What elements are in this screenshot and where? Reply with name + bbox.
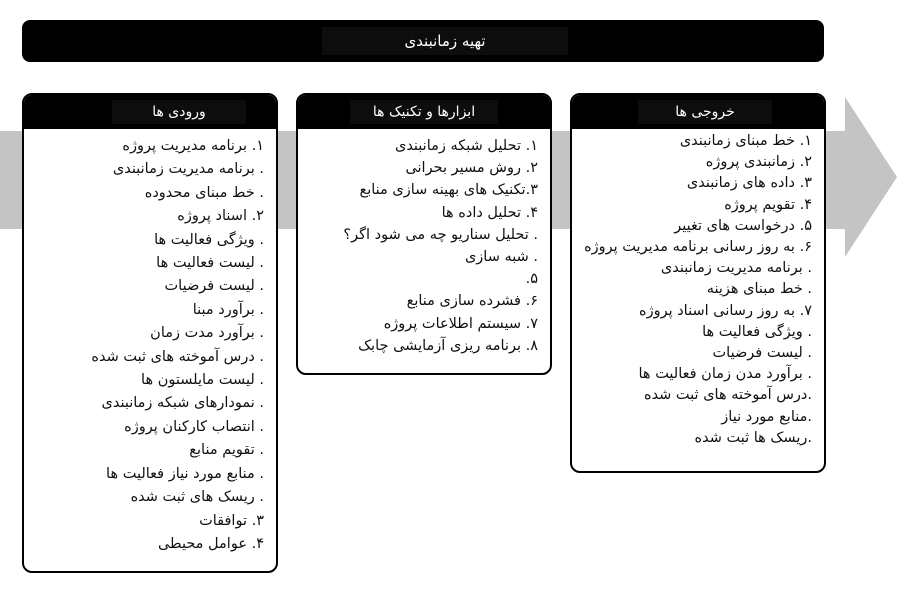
list-item: ۵. درخواست های تغییر xyxy=(674,217,812,234)
flow-arrow-head-icon xyxy=(845,97,897,257)
outputs-list xyxy=(572,129,824,449)
tools-header xyxy=(298,95,550,129)
list-item: ۵. xyxy=(525,271,538,288)
tools-box xyxy=(296,93,552,375)
list-item: ۲. اسناد پروژه xyxy=(177,208,264,225)
outputs-box xyxy=(570,93,826,473)
list-item: ۷. به روز رسانی اسناد پروژه xyxy=(638,302,812,319)
list-item: ۶. به روز رسانی برنامه مدیریت پروژه xyxy=(584,239,812,256)
list-item: . برنامه مدیریت زمانبندی xyxy=(112,161,264,178)
inputs-title: ورودی ها xyxy=(112,100,246,124)
list-item: . برآورد مدت زمان xyxy=(150,325,264,342)
list-item: ۷. سیستم اطلاعات پروژه xyxy=(383,315,538,332)
inputs-box xyxy=(22,93,278,573)
list-item: .درس آموخته های ثبت شده xyxy=(643,387,812,404)
list-item: ۳. توافقات xyxy=(199,512,264,529)
list-item: . خط مبنای محدوده xyxy=(144,184,264,201)
inputs-header xyxy=(24,95,276,129)
process-banner xyxy=(22,20,824,62)
list-item: . برنامه مدیریت زمانبندی xyxy=(660,260,812,277)
list-item: ۶. فشرده سازی منابع xyxy=(406,293,538,310)
list-item: ۴. عوامل محیطی xyxy=(157,535,264,552)
list-item: . لیست فعالیت ها xyxy=(156,255,264,272)
list-item: . ویژگی فعالیت ها xyxy=(154,231,264,248)
list-item: . ریسک های ثبت شده xyxy=(130,489,264,506)
list-item: ۲. روش مسیر بحرانی xyxy=(405,160,538,177)
list-item: ۱. برنامه مدیریت پروژه xyxy=(122,138,264,154)
list-item: . منابع مورد نیاز فعالیت ها xyxy=(106,465,264,482)
list-item: . تقویم منابع xyxy=(189,442,264,459)
list-item: .ریسک ها ثبت شده xyxy=(694,429,812,446)
list-item: . برآورد مدن زمان فعالیت ها xyxy=(638,366,812,383)
outputs-title: خروجی ها xyxy=(638,100,772,124)
list-item: . تحلیل سناریو چه می شود اگر؟ xyxy=(343,226,538,243)
list-item: . لیست فرضیات xyxy=(164,278,264,295)
list-item: . لیست فرضیات xyxy=(712,345,812,362)
list-item: ۴. تحلیل داده ها xyxy=(441,204,538,221)
list-item: . لیست مایلستون ها xyxy=(141,372,264,389)
list-item: ۲. زمانبندی پروژه xyxy=(705,154,812,171)
list-item: ۳. داده های زمانبندی xyxy=(686,175,812,192)
tools-title: ابزارها و تکنیک ها xyxy=(350,100,498,124)
list-item: ۴. تقویم پروژه xyxy=(724,196,812,213)
list-item: ۱. تحلیل شبکه زمانبندی xyxy=(394,138,538,154)
list-item: ۱. خط مبنای زمانبندی xyxy=(679,133,812,149)
outputs-header xyxy=(572,95,824,129)
list-item: . ویژگی فعالیت ها xyxy=(702,323,812,340)
inputs-list xyxy=(24,129,276,556)
list-item: .منابع مورد نیاز xyxy=(721,408,812,425)
list-item: . برآورد مبنا xyxy=(192,301,264,318)
process-title: تهیه زمانبندی xyxy=(322,27,568,55)
list-item: ۳.تکنیک های بهینه سازی منابع xyxy=(359,182,538,199)
list-item: . انتصاب کارکنان پروژه xyxy=(124,418,264,435)
list-item: ۸. برنامه ریزی آزمایشی چابک xyxy=(358,337,538,354)
list-item: . خط مبنای هزینه xyxy=(706,281,812,298)
list-item: . درس آموخته های ثبت شده xyxy=(91,348,264,365)
tools-list xyxy=(298,129,550,357)
list-item: . نمودارهای شبکه زمانبندی xyxy=(101,395,264,412)
list-item: . شبه سازی xyxy=(464,249,538,266)
